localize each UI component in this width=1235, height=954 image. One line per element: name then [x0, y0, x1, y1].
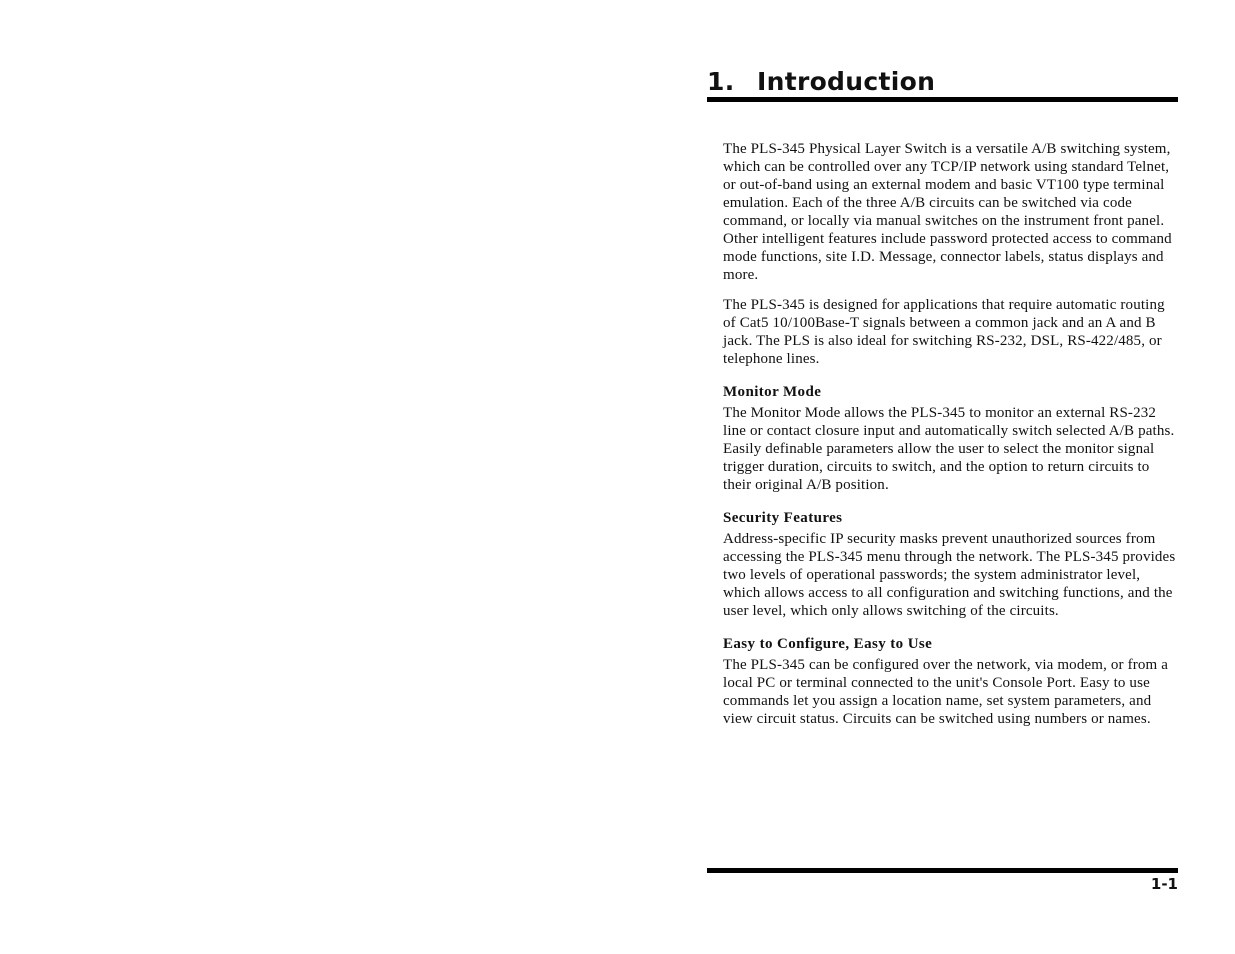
chapter-number: 1.	[707, 67, 735, 96]
section-text: The PLS-345 can be configured over the network, via modem, or from a local PC or terminal connected to the unit's Console Port. Easy to use commands let you assign a location name, set system parameters, and view circuit status. Circuits can be switched using numbers or names.	[723, 657, 1169, 727]
intro-paragraph-2: The PLS-345 is designed for applications that require automatic routing of Cat5 10/100Base-T signals between a common jack and an A and B jack. The PLS is also ideal for switching RS-232, DSL, RS-422/485, or telephone lines.	[723, 297, 1165, 367]
section-text: Address-specific IP security masks prevent unauthorized sources from accessing the PLS-345 menu through the network. The PLS-345 provides two levels of operational passwords; the system administrator level, which allows access to all configuration and switching functions, and the user level, which only allows switching of the circuits.	[723, 531, 1176, 619]
section-easy-to-configure	[723, 635, 1179, 728]
header-rule	[707, 97, 1178, 102]
intro-paragraph-1: The PLS-345 Physical Layer Switch is a versatile A/B switching system, which can be controlled over any TCP/IP network using standard Telnet, or out-of-band using an external modem and basic VT100 type terminal emulation. Each of the three A/B circuits can be switched via code command, or locally via manual switches on the instrument front panel. Other intelligent features include password protected access to command mode functions, site I.D. Message, connector labels, status displays and more.	[723, 141, 1172, 283]
chapter-title-text: Introduction	[757, 67, 936, 96]
section-heading: Monitor Mode	[723, 384, 822, 400]
section-text: The Monitor Mode allows the PLS-345 to monitor an external RS-232 line or contact closure input and automatically switch selected A/B paths. Easily definable parameters allow the user to select the monitor signal trigger duration, circuits to switch, and the option to return circuits to their original A/B position.	[723, 405, 1175, 493]
section-heading: Easy to Configure, Easy to Use	[723, 636, 933, 652]
section-security-features	[723, 509, 1179, 620]
section-monitor-mode	[723, 383, 1179, 494]
footer-rule	[707, 868, 1178, 873]
body-text	[723, 140, 1179, 728]
section-heading: Security Features	[723, 510, 843, 526]
chapter-title	[707, 64, 1178, 100]
page-number: 1-1	[1150, 875, 1178, 893]
